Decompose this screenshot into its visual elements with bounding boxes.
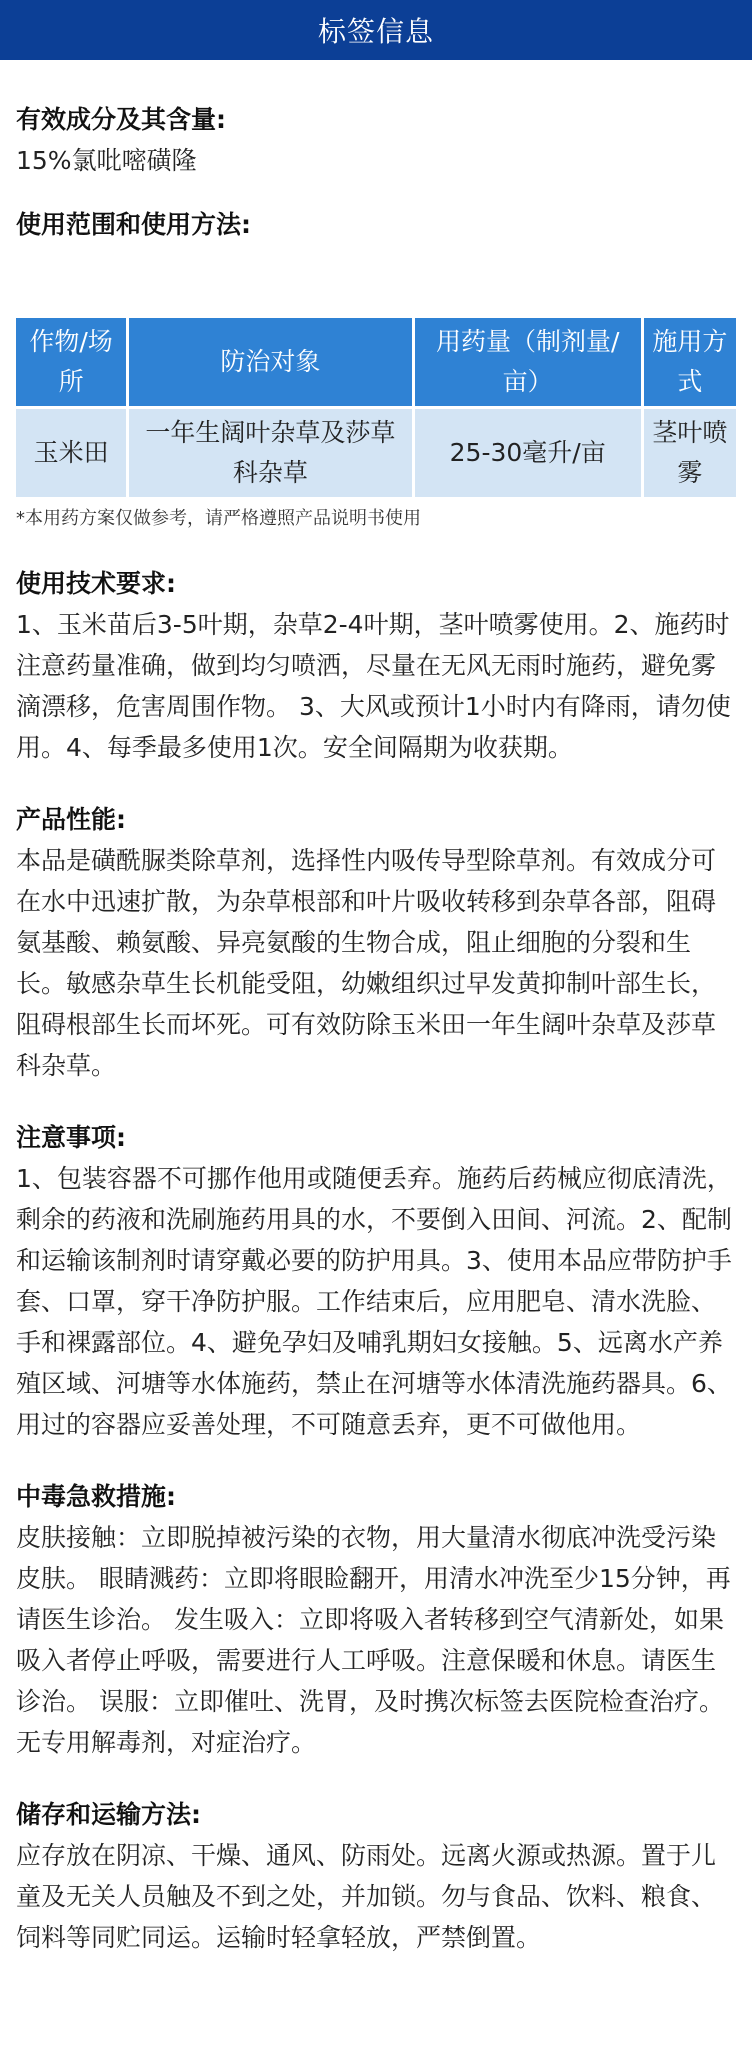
table-header-crop: 作物/场所 (16, 318, 126, 406)
page-title: 标签信息 (317, 15, 434, 48)
scope-heading: 使用范围和使用方法: (16, 210, 251, 239)
performance-section (16, 800, 736, 1086)
usage-table-note: *本用药方案仅做参考，请严格遵照产品说明书使用 (16, 508, 421, 529)
active-ingredient-text: 15%氯吡嘧磺隆 (16, 146, 197, 175)
performance-text: 本品是磺酰脲类除草剂，选择性内吸传导型除草剂。有效成分可在水中迅速扩散，为杂草根部和叶片吸收转移到杂草各部，阻碍氨基酸、赖氨酸、异亮氨酸的生物合成，阻止细胞的分裂和生长。敏感杂草生长机能受阻，幼嫩组织过早发黄抑制叶部生长，阻碍根部生长而坏死。可有效防除玉米田一年生阔叶杂草及莎草科杂草。 (16, 846, 717, 1080)
usage-table (13, 315, 739, 500)
precautions-section (16, 1118, 736, 1445)
technical-section (16, 564, 736, 768)
table-cell-crop: 玉米田 (16, 409, 126, 497)
technical-text: 1、玉米苗后3-5叶期，杂草2-4叶期，茎叶喷雾使用。2、施药时注意药量准确，做到均匀喷洒，尽量在无风无雨时施药，避免雾滴漂移，危害周围作物。 3、大风或预计1小时内有降雨，请勿使用。4、每季最多使用1次。安全间隔期为收获期。 (16, 610, 731, 762)
precautions-text: 1、包装容器不可挪作他用或随便丢弃。施药后药械应彻底清洗，剩余的药液和洗刷施药用具的水，不要倒入田间、河流。2、配制和运输该制剂时请穿戴必要的防护用具。3、使用本品应带防护手套、口罩，穿干净防护服。工作结束后，应用肥皂、清水洗脸、手和裸露部位。4、避免孕妇及哺乳期妇女接触。5、远离水产养殖区域、河塘等水体施药，禁止在河塘等水体清洗施药器具。6、用过的容器应妥善处理，不可随意丢弃，更不可做他用。 (16, 1164, 732, 1439)
storage-section (16, 1795, 736, 1958)
usage-table-header-row (16, 318, 736, 406)
table-cell-dosage: 25-30毫升/亩 (415, 409, 641, 497)
table-header-target: 防治对象 (129, 318, 411, 406)
technical-heading: 使用技术要求: (16, 569, 176, 598)
first-aid-text: 皮肤接触：立即脱掉被污染的衣物，用大量清水彻底冲洗受污染皮肤。 眼睛溅药：立即将眼睑翻开，用清水冲洗至少15分钟，再请医生诊治。 发生吸入：立即将吸入者转移到空气清新处，如果吸入者停止呼吸，需要进行人工呼吸。注意保暖和休息。请医生诊治。 误服：立即催吐、洗胃，及时携次标签去医院检查治疗。无专用解毒剂，对症治疗。 (16, 1523, 731, 1757)
scope-section (16, 205, 736, 245)
table-header-method: 施用方式 (644, 318, 736, 406)
table-header-dosage: 用药量（制剂量/亩） (415, 318, 641, 406)
first-aid-section (16, 1477, 736, 1763)
active-ingredient-section (16, 100, 736, 181)
first-aid-heading: 中毒急救措施: (16, 1482, 176, 1511)
precautions-heading: 注意事项: (16, 1123, 126, 1152)
storage-heading: 储存和运输方法: (16, 1800, 201, 1829)
active-ingredient-heading: 有效成分及其含量: (16, 105, 226, 134)
label-content (0, 100, 752, 1958)
table-cell-target: 一年生阔叶杂草及莎草科杂草 (129, 409, 411, 497)
page-title-bar (0, 0, 752, 60)
table-cell-method: 茎叶喷雾 (644, 409, 736, 497)
table-row (16, 409, 736, 497)
storage-text: 应存放在阴凉、干燥、通风、防雨处。远离火源或热源。置于儿童及无关人员触及不到之处，并加锁。勿与食品、饮料、粮食、饲料等同贮同运。运输时轻拿轻放，严禁倒置。 (16, 1841, 717, 1952)
performance-heading: 产品性能: (16, 805, 126, 834)
